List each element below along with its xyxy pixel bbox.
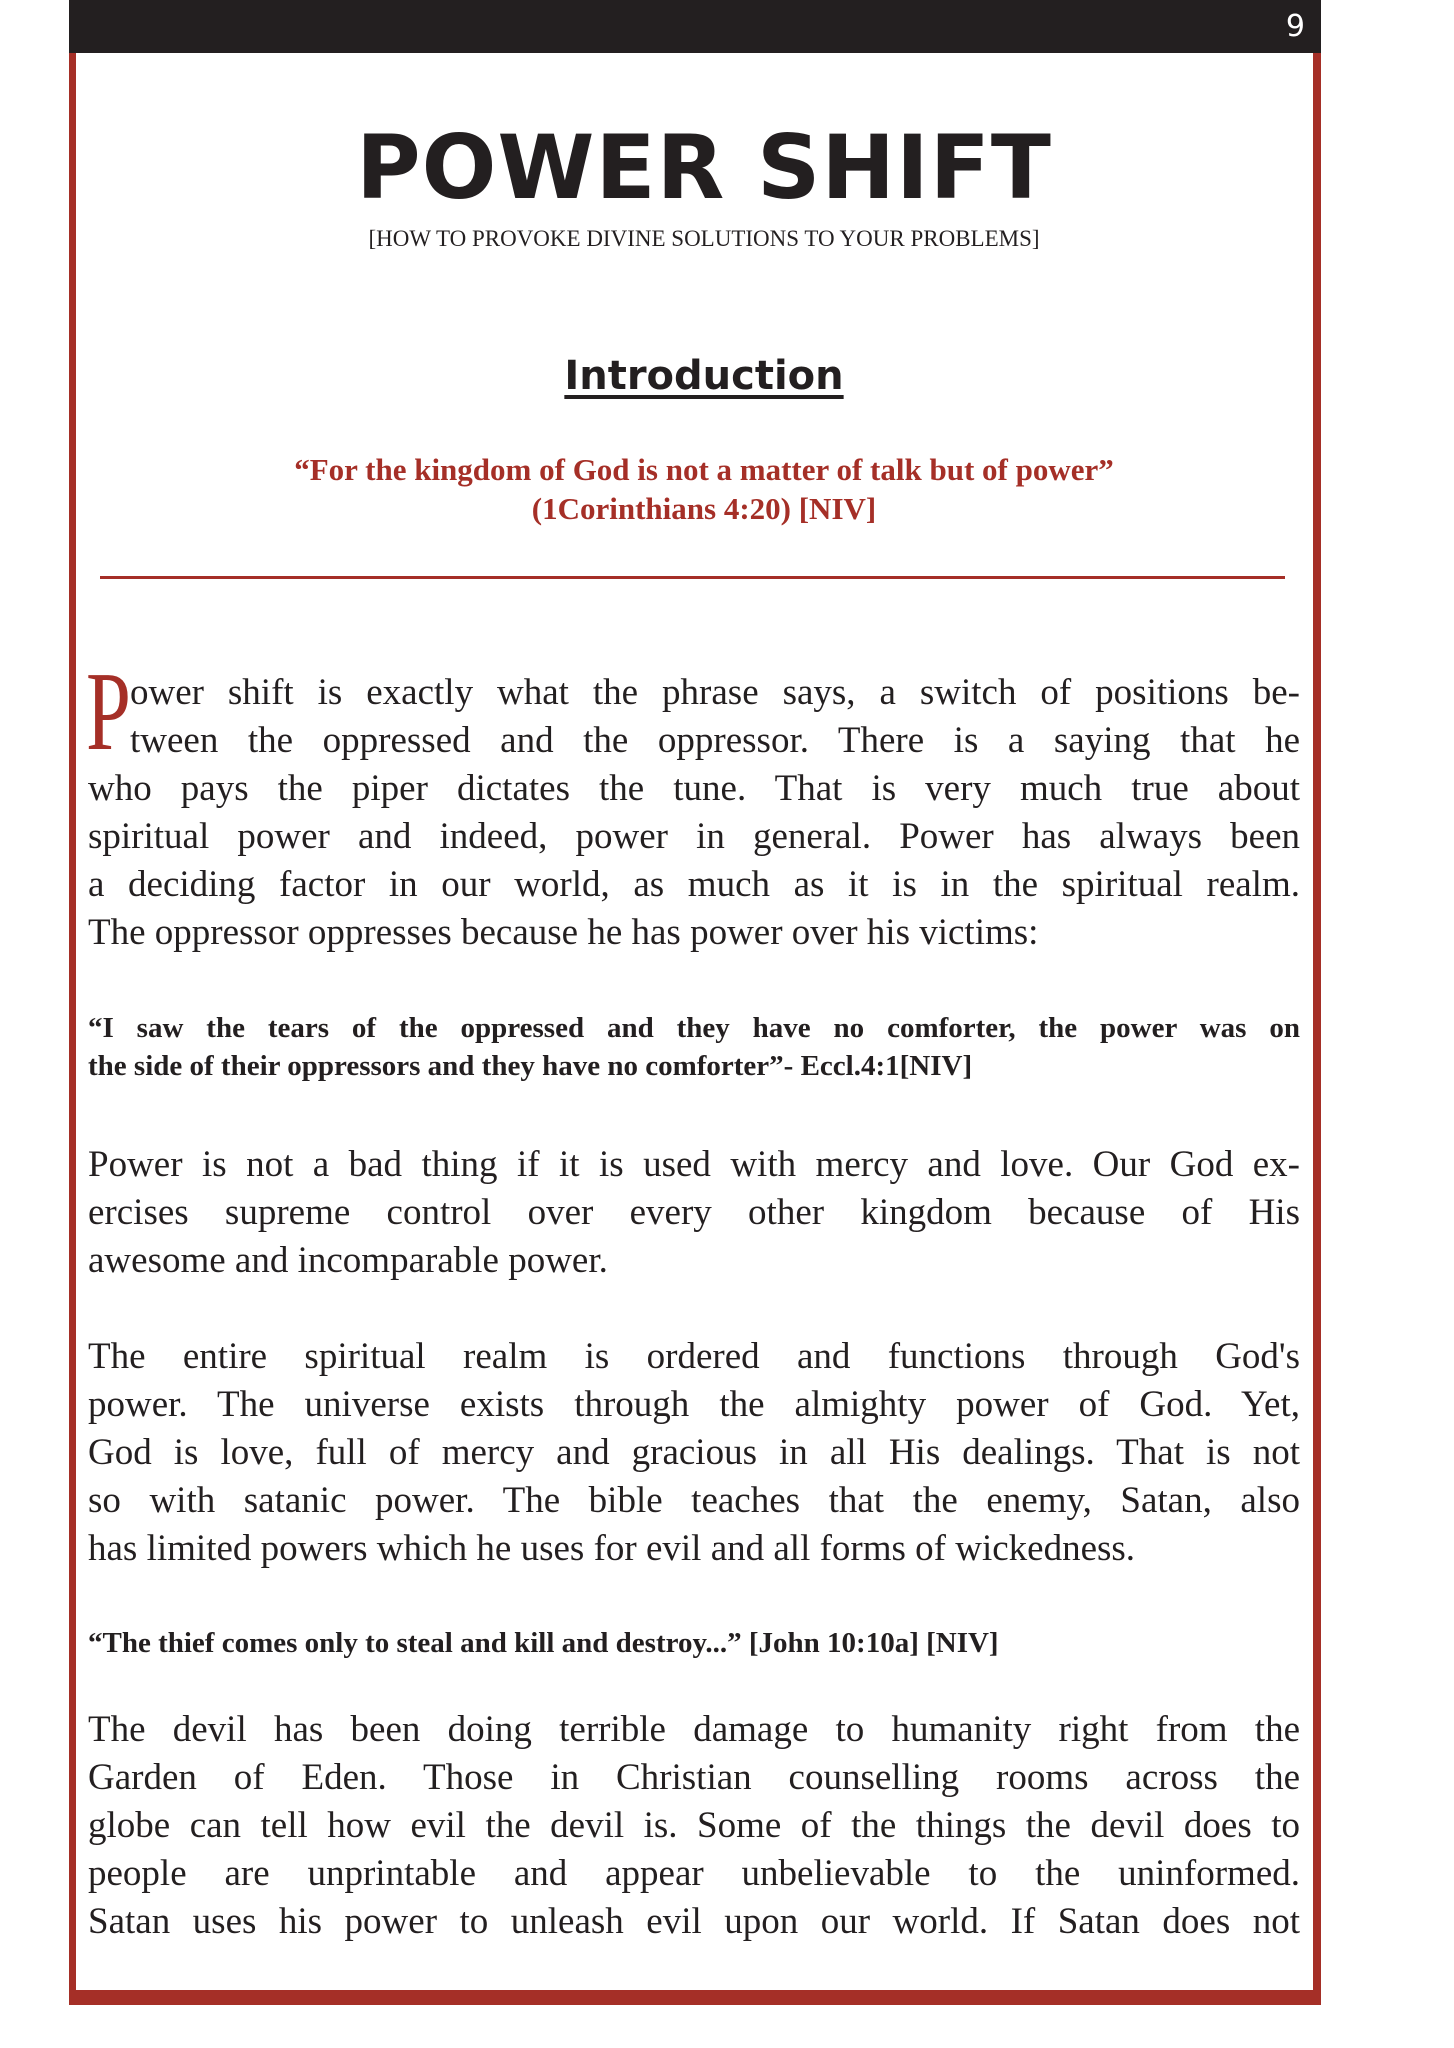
paragraph-line: awesome and incomparable power. xyxy=(88,1240,608,1281)
paragraph-line: The oppressor oppresses because he has power over his victims: xyxy=(88,912,1039,953)
paragraph-line: power. The universe exists through the almighty power of God. Yet, xyxy=(88,1384,1300,1425)
paragraph-line: ercises supreme control over every other kingdom because of His xyxy=(88,1192,1300,1233)
paragraph-line: globe can tell how evil the devil is. Some of the things the devil does to xyxy=(88,1805,1300,1846)
paragraph-line: who pays the piper dictates the tune. That is very much true about xyxy=(88,768,1300,809)
paragraph-line: The devil has been doing terrible damage to humanity right from the xyxy=(88,1709,1300,1750)
page-number: 9 xyxy=(1285,9,1305,44)
paragraph-line: has limited powers which he uses for evil and all forms of wickedness. xyxy=(88,1528,1136,1569)
page-frame-left-border xyxy=(69,53,76,2005)
section-divider xyxy=(100,576,1285,579)
paragraph-line: so with satanic power. The bible teaches that the enemy, Satan, also xyxy=(88,1480,1300,1521)
paragraph-line: Satan uses his power to unleash evil upon our world. If Satan does not xyxy=(88,1901,1300,1942)
page-frame-right-border xyxy=(1313,53,1321,2005)
scripture-quote-line: “I saw the tears of the oppressed and they have no comforter, the power was on xyxy=(88,1012,1300,1044)
page-header-bar xyxy=(69,0,1321,53)
paragraph-line: Power is not a bad thing if it is used with mercy and love. Our God ex- xyxy=(88,1144,1300,1185)
paragraph-line: tween the oppressed and the oppressor. There is a saying that he xyxy=(130,720,1300,761)
scripture-quote-line: “The thief comes only to steal and kill and destroy...” [John 10:10a] [NIV] xyxy=(88,1627,999,1659)
epigraph-reference: (1Corinthians 4:20) [NIV] xyxy=(531,491,877,526)
paragraph-line: Garden of Eden. Those in Christian counselling rooms across the xyxy=(88,1757,1300,1798)
paragraph-line: a deciding factor in our world, as much as it is in the spiritual realm. xyxy=(88,864,1300,905)
section-heading-text: Introduction xyxy=(564,353,844,399)
paragraph-line: God is love, full of mercy and gracious in all His dealings. That is not xyxy=(88,1432,1300,1473)
scripture-quote-line: the side of their oppressors and they have no comforter”- Eccl.4:1[NIV] xyxy=(88,1050,973,1082)
epigraph-text: “For the kingdom of God is not a matter of talk but of power” xyxy=(294,452,1114,487)
paragraph-line: The entire spiritual realm is ordered and functions through God's xyxy=(88,1336,1300,1377)
paragraph-line: spiritual power and indeed, power in general. Power has always been xyxy=(88,816,1300,857)
paragraph-line: ower shift is exactly what the phrase says, a switch of positions be- xyxy=(130,672,1300,713)
paragraph-line: people are unprintable and appear unbelievable to the uninformed. xyxy=(88,1853,1300,1894)
book-subtitle: [HOW TO PROVOKE DIVINE SOLUTIONS TO YOUR PROBLEMS] xyxy=(368,226,1040,251)
book-title: POWER SHIFT xyxy=(356,116,1052,219)
section-heading xyxy=(0,350,1408,402)
page-frame-bottom-border xyxy=(69,1990,1321,2005)
drop-cap: P xyxy=(86,650,131,774)
